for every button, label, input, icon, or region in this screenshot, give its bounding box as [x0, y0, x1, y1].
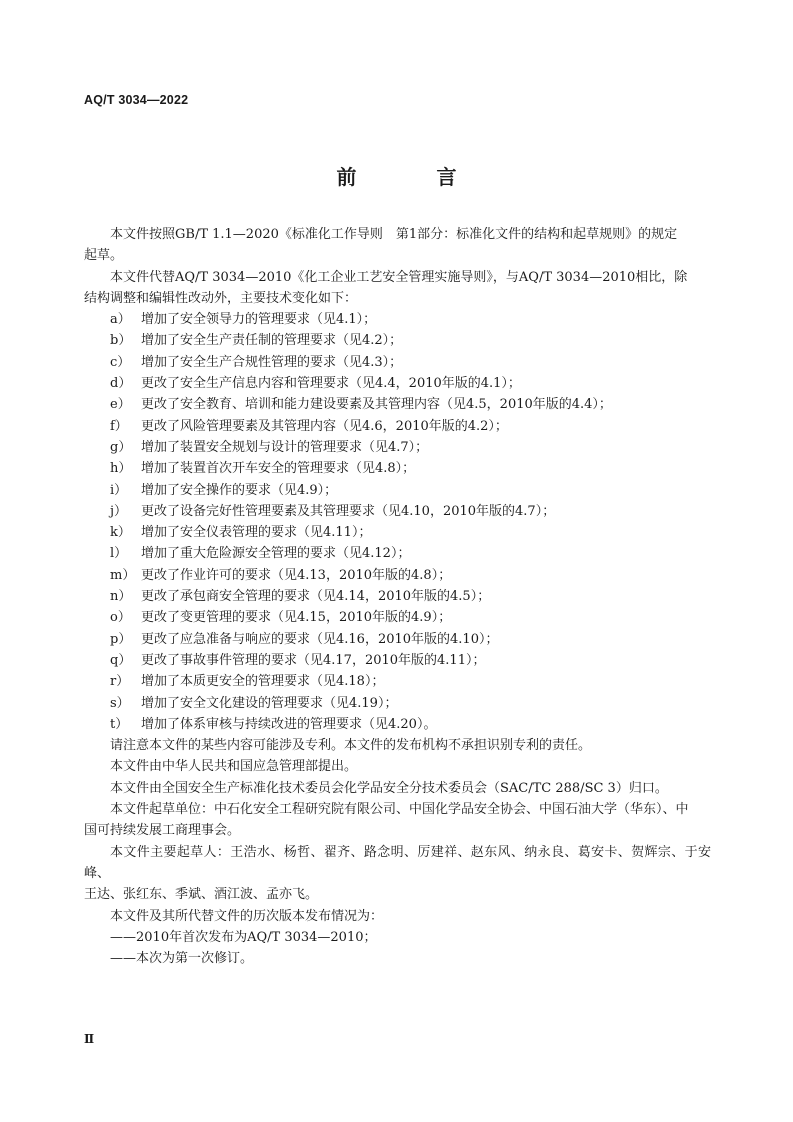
- list-item: [84, 437, 711, 458]
- list-item: [84, 543, 711, 564]
- list-item-marker: b）: [110, 333, 132, 349]
- document-code: AQ/T 3034—2022: [84, 93, 189, 107]
- list-item: [84, 373, 711, 394]
- drafting-units: [84, 799, 711, 842]
- list-item-marker: n）: [110, 589, 132, 605]
- list-item-text: 增加了安全仪表管理的要求（见4.11）；: [141, 525, 372, 541]
- list-item-text: 更改了应急准备与响应的要求（见4.16，2010年版的4.10）；: [141, 631, 499, 647]
- list-item: [84, 522, 711, 543]
- list-item-marker: k）: [110, 525, 131, 541]
- list-item: [84, 330, 711, 351]
- list-item-marker: q）: [110, 652, 132, 668]
- list-item: [84, 565, 711, 586]
- list-item-marker: h）: [110, 461, 132, 477]
- list-item-marker: e）: [110, 397, 131, 413]
- changes-list: [84, 309, 711, 735]
- list-item: [84, 480, 711, 501]
- list-item-text: 增加了安全领导力的管理要求（见4.1）；: [141, 312, 377, 328]
- list-item-marker: j）: [110, 503, 128, 519]
- list-item-marker: t）: [110, 716, 129, 732]
- centralized-by-statement: 本文件由全国安全生产标准化技术委员会化学品安全分技术委员会（SAC/TC 288/SC 3）归口。: [110, 780, 668, 796]
- list-item-text: 增加了安全文化建设的管理要求（见4.19）；: [141, 695, 398, 711]
- page-number: Ⅱ: [84, 1032, 95, 1046]
- list-item-text: 增加了装置首次开车安全的管理要求（见4.8）；: [141, 461, 416, 477]
- list-item-marker: r）: [110, 674, 130, 690]
- paragraph-line: 结构调整和编辑性改动外，主要技术变化如下：: [84, 290, 358, 306]
- list-item-marker: f）: [110, 418, 128, 434]
- list-item-marker: l）: [110, 546, 128, 562]
- paragraph-line: 本文件主要起草人：王浩水、杨哲、翟齐、路念明、厉建祥、赵东风、纳永良、葛安卡、贺辉宗、于安峰、: [84, 844, 711, 881]
- paragraph-drafting-rules: [84, 224, 711, 267]
- list-item: [84, 458, 711, 479]
- list-item: [84, 394, 711, 415]
- paragraph-line: 起草。: [84, 248, 124, 264]
- list-item-marker: c）: [110, 354, 131, 370]
- list-item-text: 更改了风险管理要素及其管理内容（见4.6，2010年版的4.2）；: [141, 418, 508, 434]
- list-item: [84, 629, 711, 650]
- page-title: 前 言: [336, 165, 487, 189]
- paragraph-line: 王达、张红东、季斌、酒江波、孟亦飞。: [84, 887, 319, 903]
- list-item: [84, 352, 711, 373]
- list-item: [84, 416, 711, 437]
- list-item-marker: m）: [110, 567, 136, 583]
- list-item: [84, 650, 711, 671]
- list-item: [84, 714, 711, 735]
- list-item-text: 更改了作业许可的要求（见4.13，2010年版的4.8）；: [141, 567, 452, 583]
- list-item-marker: o）: [110, 610, 131, 626]
- list-item-text: 更改了安全生产信息内容和管理要求（见4.4，2010年版的4.1）；: [141, 376, 521, 392]
- list-item-text: 更改了承包商安全管理的要求（见4.14，2010年版的4.5）；: [141, 589, 491, 605]
- paragraph-line: 本文件代替AQ/T 3034—2010《化工企业工艺安全管理实施导则》，与AQ/T 3034—2010相比，除: [110, 269, 688, 285]
- list-item-marker: d）: [110, 376, 132, 392]
- list-item-text: 增加了本质更安全的管理要求（见4.18）；: [141, 674, 385, 690]
- list-item: [84, 501, 711, 522]
- list-item: [84, 693, 711, 714]
- list-item: [84, 586, 711, 607]
- list-item-marker: i）: [110, 482, 128, 498]
- list-item: [84, 671, 711, 692]
- list-item-text: 增加了装置安全规划与设计的管理要求（见4.7）；: [141, 439, 429, 455]
- list-item-text: 增加了体系审核与持续改进的管理要求（见4.20）。: [141, 716, 437, 732]
- paragraph-line: 国可持续发展工商理事会。: [84, 823, 241, 839]
- foreword-body: [84, 224, 711, 969]
- list-item-text: 更改了设备完好性管理要素及其管理要求（见4.10，2010年版的4.7）；: [141, 503, 556, 519]
- list-item-text: 增加了重大危险源安全管理的要求（见4.12）；: [141, 546, 411, 562]
- drafters: [84, 842, 711, 906]
- paragraph-replacement: [84, 267, 711, 310]
- list-item-text: 更改了变更管理的要求（见4.15，2010年版的4.9）；: [141, 610, 452, 626]
- list-item-text: 增加了安全生产责任制的管理要求（见4.2）；: [141, 333, 403, 349]
- list-item-marker: p）: [110, 631, 132, 647]
- paragraph-line: 本文件按照GB/T 1.1—2020《标准化工作导则 第1部分：标准化文件的结构和起草规则》的规定: [110, 227, 678, 242]
- list-item: [84, 607, 711, 628]
- history-item: ——2010年首次发布为AQ/T 3034—2010；: [110, 929, 377, 945]
- list-item-marker: g）: [110, 439, 132, 455]
- list-item: [84, 309, 711, 330]
- proposer-statement: 本文件由中华人民共和国应急管理部提出。: [110, 759, 358, 775]
- list-item-text: 更改了事故事件管理的要求（见4.17，2010年版的4.11）；: [141, 652, 486, 668]
- list-item-marker: s）: [110, 695, 130, 711]
- list-item-marker: a）: [110, 312, 131, 328]
- list-item-text: 增加了安全操作的要求（见4.9）；: [141, 482, 338, 498]
- list-item-text: 更改了安全教育、培训和能力建设要素及其管理内容（见4.5，2010年版的4.4）；: [141, 397, 612, 413]
- patent-notice: 请注意本文件的某些内容可能涉及专利。本文件的发布机构不承担识别专利的责任。: [110, 738, 592, 754]
- paragraph-line: 本文件起草单位：中石化安全工程研究院有限公司、中国化学品安全协会、中国石油大学（华东）、中: [110, 802, 689, 818]
- history-item: ——本次为第一次修订。: [110, 951, 254, 967]
- list-item-text: 增加了安全生产合规性管理的要求（见4.3）；: [141, 354, 403, 370]
- history-intro: 本文件及其所代替文件的历次版本发布情况为：: [110, 908, 384, 924]
